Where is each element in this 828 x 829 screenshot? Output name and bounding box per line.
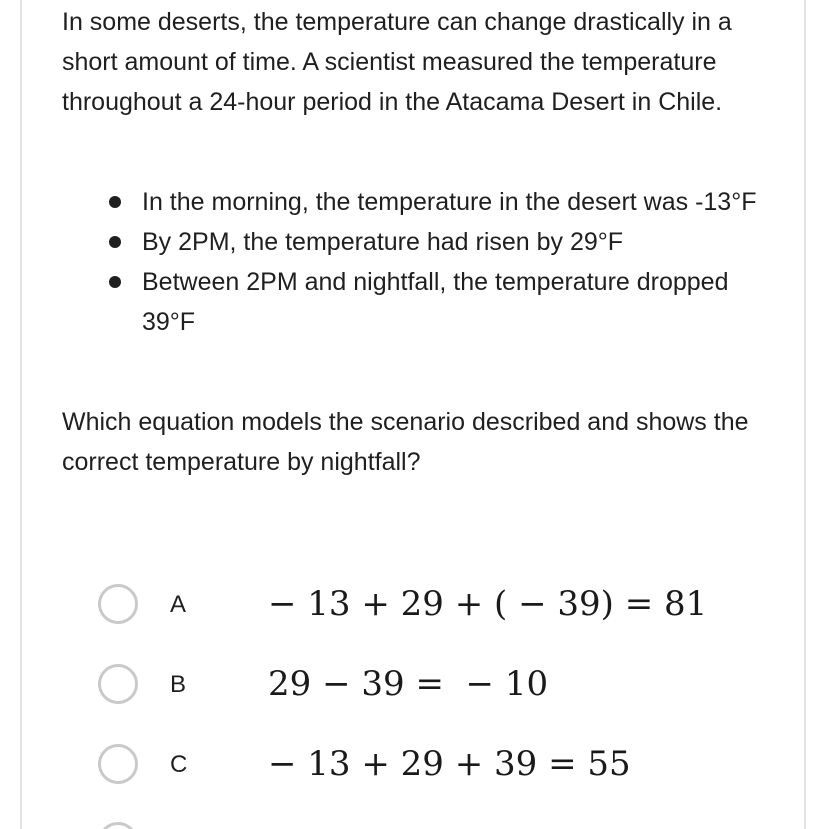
- question-prompt: Which equation models the scenario described and shows the correct temperature by nightfall?: [62, 408, 749, 476]
- facts-list: [142, 182, 772, 342]
- bullet-icon: [109, 196, 121, 208]
- option-equation-b: 29 − 39 = − 10: [268, 664, 549, 704]
- answer-option-c[interactable]: [98, 744, 798, 794]
- option-letter-b: B: [170, 671, 187, 698]
- option-equation-c: − 13 + 29 + 39 = 55: [268, 744, 631, 784]
- fact-nightfall: Between 2PM and nightfall, the temperature dropped 39°F: [142, 268, 729, 336]
- bullet-icon: [109, 276, 121, 288]
- answer-option-a[interactable]: [98, 584, 798, 634]
- answer-option-b[interactable]: [98, 664, 798, 714]
- list-item: [142, 262, 772, 342]
- list-item: [142, 182, 772, 222]
- radio-button-b[interactable]: [98, 664, 138, 704]
- fact-morning: In the morning, the temperature in the desert was -13°F: [142, 188, 757, 216]
- fact-2pm: By 2PM, the temperature had risen by 29°F: [142, 228, 624, 256]
- bullet-icon: [109, 236, 121, 248]
- radio-button-a[interactable]: [98, 584, 138, 624]
- list-item: [142, 222, 772, 262]
- option-letter-c: C: [170, 751, 188, 778]
- radio-button-c[interactable]: [98, 744, 138, 784]
- option-equation-a: − 13 + 29 + ( − 39) = 81: [268, 584, 708, 624]
- problem-intro: In some deserts, the temperature can change drastically in a short amount of time. A scientist measured the temperature throughout a 24-hour period in the Atacama Desert in Chile.: [62, 8, 732, 116]
- option-letter-a: A: [170, 591, 187, 618]
